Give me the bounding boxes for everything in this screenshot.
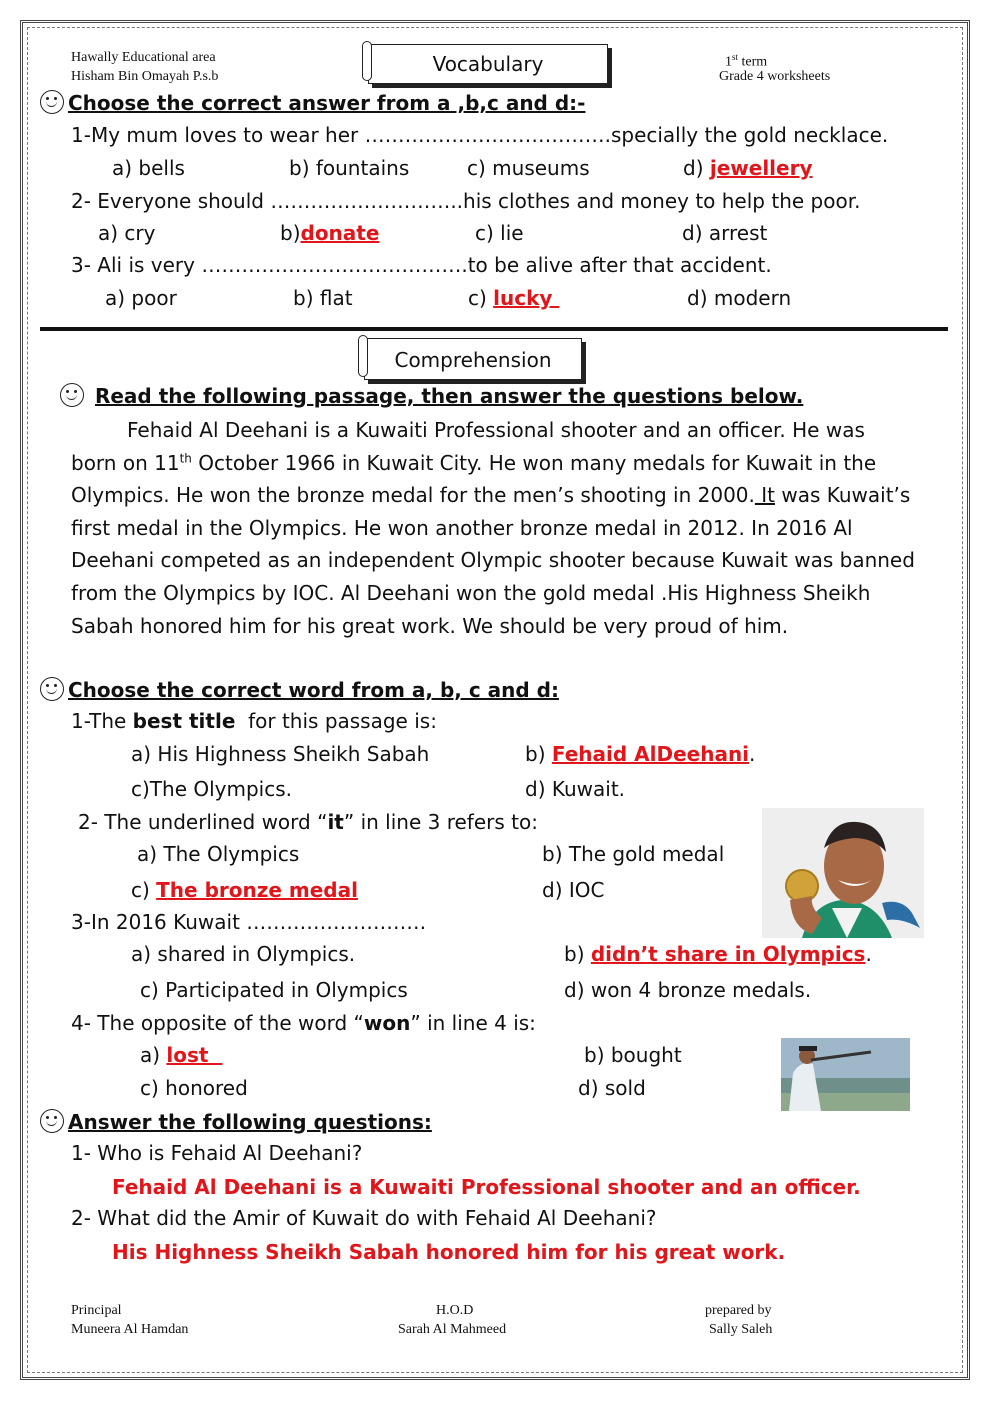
school-name: Hisham Bin Omayah P.s.b (71, 69, 219, 84)
comprehension-instruction: Read the following passage, then answer the questions below. (60, 383, 803, 409)
smiley-icon (40, 677, 64, 701)
smiley-icon (40, 1109, 64, 1133)
mcq-q2: 2- The underlined word “it” in line 3 refers to: (78, 810, 538, 834)
vocab-q1-d: d) jewellery (683, 156, 813, 180)
answers-instruction: Answer the following questions: (40, 1109, 432, 1135)
shooter-photo (781, 1038, 910, 1111)
section-divider (40, 327, 948, 331)
mcq-q4: 4- The opposite of the word “won” in line 4 is: (71, 1011, 536, 1035)
mcq-q1-a: a) His Highness Sheikh Sabah (131, 742, 430, 766)
comprehension-title: Comprehension (364, 338, 582, 380)
term-label: 1st term (725, 52, 768, 70)
mcq-q1: 1-The best title for this passage is: (71, 709, 437, 733)
vocab-instruction: Choose the correct answer from a ,b,c and d:- (40, 90, 585, 116)
vocab-q3: 3- Ali is very ………………………………….to be alive after that accident. (71, 253, 772, 277)
smiley-icon (40, 90, 64, 114)
vocab-q1: 1-My mum loves to wear her ……………………………….specially the gold necklace. (71, 123, 889, 147)
mcq-q3-c: c) Participated in Olympics (140, 978, 408, 1002)
principal-name: Muneera Al Hamdan (71, 1322, 189, 1337)
passage: Fehaid Al Deehani is a Kuwaiti Professional shooter and an officer. He was born on 11th October 1966 in Kuwait City. He won many medals for Kuwait in the Olympics. He won the bronze medal for the men’s shooting in 2000. It was Kuwait’s first medal in the Olympics. He won another bronze medal in 2012. In 2016 Al Deehani competed as an independent Olympic shooter because Kuwait was banned from the Olympics by IOC. Al Deehani won the gold medal .His Highness Sheikh Sabah honored him for his great work. We should be very proud of him. (71, 418, 915, 638)
answer-q2: 2- What did the Amir of Kuwait do with Fehaid Al Deehani? (71, 1206, 657, 1230)
hod-name: Sarah Al Mahmeed (398, 1322, 507, 1337)
mcq-q4-d: d) sold (578, 1076, 646, 1100)
mcq-q4-b: b) bought (584, 1043, 682, 1067)
principal-title: Principal (71, 1303, 122, 1318)
school-area: Hawally Educational area (71, 50, 216, 65)
vocab-q1-b: b) fountains (289, 156, 410, 180)
answer-a2: His Highness Sheikh Sabah honored him for his great work. (112, 1240, 786, 1264)
mcq-q3-d: d) won 4 bronze medals. (564, 978, 812, 1002)
vocabulary-title: Vocabulary (368, 44, 608, 84)
vocab-q3-c: c) lucky (468, 286, 560, 310)
vocab-q1-c: c) museums (467, 156, 590, 180)
vocab-q2-c: c) lie (475, 221, 524, 245)
prepared-title: prepared by (705, 1303, 772, 1318)
hod-title: H.O.D (436, 1303, 474, 1318)
prepared-name: Sally Saleh (709, 1322, 773, 1337)
vocab-q2: 2- Everyone should ………………………..his clothes and money to help the poor. (71, 189, 861, 213)
mcq-q2-b: b) The gold medal (542, 842, 725, 866)
grade-label: Grade 4 worksheets (719, 69, 831, 84)
vocab-q1-a: a) bells (112, 156, 185, 180)
vocab-q2-d: d) arrest (682, 221, 768, 245)
mcq-q1-d: d) Kuwait. (525, 777, 626, 801)
mcq-q2-c: c) The bronze medal (131, 878, 358, 902)
vocab-q2-b: b)donate (280, 221, 380, 245)
mcq-q4-c: c) honored (140, 1076, 248, 1100)
mcq-q1-b: b) Fehaid AlDeehani. (525, 742, 756, 766)
mcq-q4-a: a) lost (140, 1043, 223, 1067)
mcq-instruction: Choose the correct word from a, b, c and d: (40, 677, 559, 703)
mcq-q3-b: b) didn’t share in Olympics. (564, 942, 872, 966)
smiley-icon (60, 383, 84, 407)
athlete-medal-photo (762, 808, 924, 938)
vocab-q3-b: b) flat (293, 286, 353, 310)
vocab-q3-d: d) modern (687, 286, 792, 310)
vocab-q2-a: a) cry (98, 221, 156, 245)
mcq-q2-d: d) IOC (542, 878, 605, 902)
mcq-q3-a: a) shared in Olympics. (131, 942, 356, 966)
mcq-q1-c: c)The Olympics. (131, 777, 292, 801)
answer-a1: Fehaid Al Deehani is a Kuwaiti Professional shooter and an officer. (112, 1175, 861, 1199)
vocab-q3-a: a) poor (105, 286, 177, 310)
mcq-q2-a: a) The Olympics (137, 842, 300, 866)
answer-q1: 1- Who is Fehaid Al Deehani? (71, 1141, 363, 1165)
mcq-q3: 3-In 2016 Kuwait ……………………… (71, 910, 427, 934)
